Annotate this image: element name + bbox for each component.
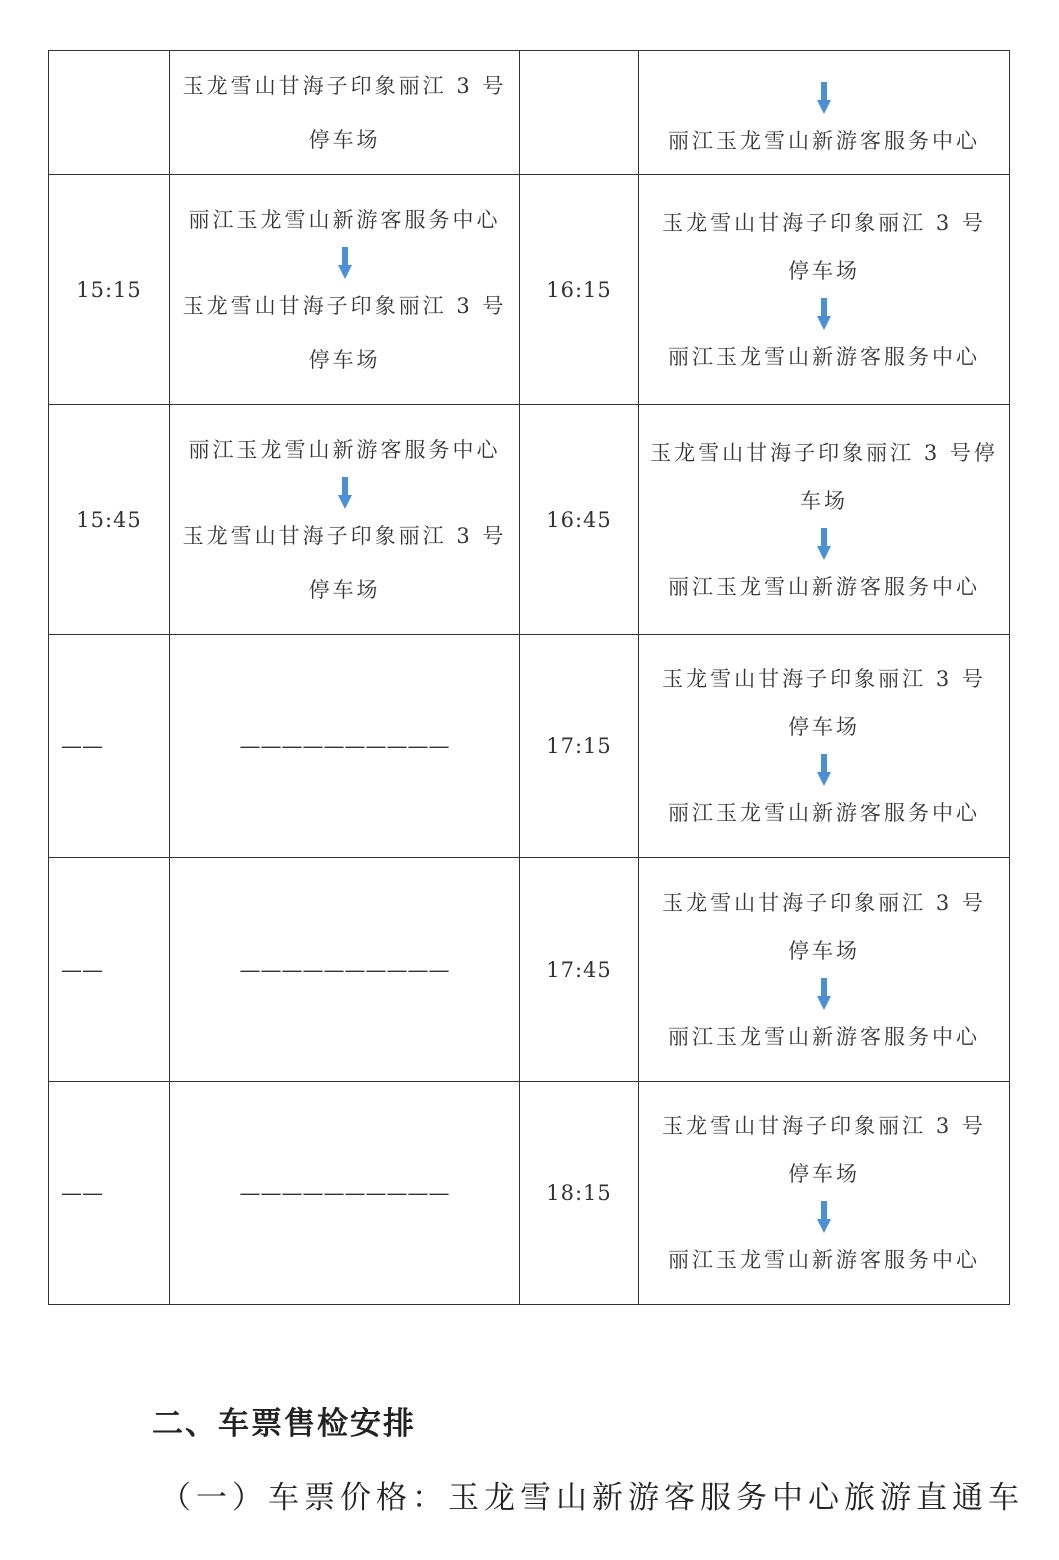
route-cell: [639, 51, 1010, 175]
route-cell: ——————————: [170, 858, 520, 1082]
route-stop: 停车场: [308, 127, 381, 152]
route-stop: 丽江玉龙雪山新游客服务中心: [668, 344, 980, 369]
table-row: [49, 858, 1010, 1082]
route-stop: 玉龙雪山甘海子印象丽江 3 号: [182, 293, 507, 318]
route-cell: [170, 175, 520, 405]
departure-time-cell: 15:45: [49, 405, 170, 635]
route-stop: 停车场: [788, 715, 860, 739]
route-cell: ——————————: [170, 635, 520, 858]
table-row: [49, 405, 1010, 635]
arrow-down-icon: [817, 528, 831, 560]
route-cell: [639, 175, 1010, 405]
route-cell: [170, 51, 520, 175]
table-row: [49, 1082, 1010, 1305]
route-stop: 停车场: [788, 258, 860, 283]
route-stop: 玉龙雪山甘海子印象丽江 3 号: [662, 1114, 986, 1138]
arrow-down-icon: [817, 754, 831, 786]
route-stop: 玉龙雪山甘海子印象丽江 3 号: [662, 890, 986, 915]
route-stop: 玉龙雪山甘海子印象丽江 3 号: [182, 73, 507, 98]
route-stop: 车场: [800, 488, 848, 513]
arrow-down-icon: [338, 247, 352, 279]
route-stop: 丽江玉龙雪山新游客服务中心: [668, 801, 980, 825]
route-stop: 丽江玉龙雪山新游客服务中心: [188, 207, 501, 232]
route-stop: 丽江玉龙雪山新游客服务中心: [668, 1024, 980, 1049]
route-stop: 停车场: [788, 1162, 860, 1186]
route-stop: 停车场: [308, 577, 381, 602]
table-row: [49, 175, 1010, 405]
section-paragraph: （一）车票价格：玉龙雪山新游客服务中心旅游直通车: [160, 1480, 1024, 1516]
route-stop: 丽江玉龙雪山新游客服务中心: [668, 1248, 980, 1272]
route-cell: ——————————: [170, 1082, 520, 1305]
departure-time-cell: 16:45: [520, 405, 639, 635]
departure-time-cell: ——: [49, 1082, 170, 1305]
route-stop: 玉龙雪山甘海子印象丽江 3 号: [662, 210, 986, 235]
route-stop: 丽江玉龙雪山新游客服务中心: [188, 437, 501, 462]
route-cell: [639, 635, 1010, 858]
route-cell: [639, 1082, 1010, 1305]
bus-schedule-table: [48, 50, 1010, 1305]
route-cell: [170, 405, 520, 635]
departure-time-cell: 15:15: [49, 175, 170, 405]
route-cell: [639, 858, 1010, 1082]
arrow-down-icon: [817, 1201, 831, 1233]
departure-time-cell: 17:15: [520, 635, 639, 858]
route-stop: 停车场: [788, 938, 860, 963]
departure-time-cell: [520, 51, 639, 175]
arrow-down-icon: [817, 82, 831, 114]
departure-time-cell: 16:15: [520, 175, 639, 405]
table-row: [49, 51, 1010, 175]
route-stop: 丽江玉龙雪山新游客服务中心: [668, 128, 980, 153]
route-stop: 停车场: [308, 347, 381, 372]
departure-time-cell: 17:45: [520, 858, 639, 1082]
table-row: [49, 635, 1010, 858]
departure-time-cell: ——: [49, 635, 170, 858]
section-heading: 二、车票售检安排: [152, 1406, 416, 1442]
departure-time-cell: ——: [49, 858, 170, 1082]
route-stop: 玉龙雪山甘海子印象丽江 3 号: [662, 667, 986, 691]
arrow-down-icon: [817, 298, 831, 330]
route-stop: 丽江玉龙雪山新游客服务中心: [668, 574, 980, 599]
arrow-down-icon: [817, 978, 831, 1010]
route-cell: [639, 405, 1010, 635]
arrow-down-icon: [338, 477, 352, 509]
route-stop: 玉龙雪山甘海子印象丽江 3 号停: [650, 440, 998, 465]
route-stop: 玉龙雪山甘海子印象丽江 3 号: [182, 523, 507, 548]
departure-time-cell: [49, 51, 170, 175]
departure-time-cell: 18:15: [520, 1082, 639, 1305]
